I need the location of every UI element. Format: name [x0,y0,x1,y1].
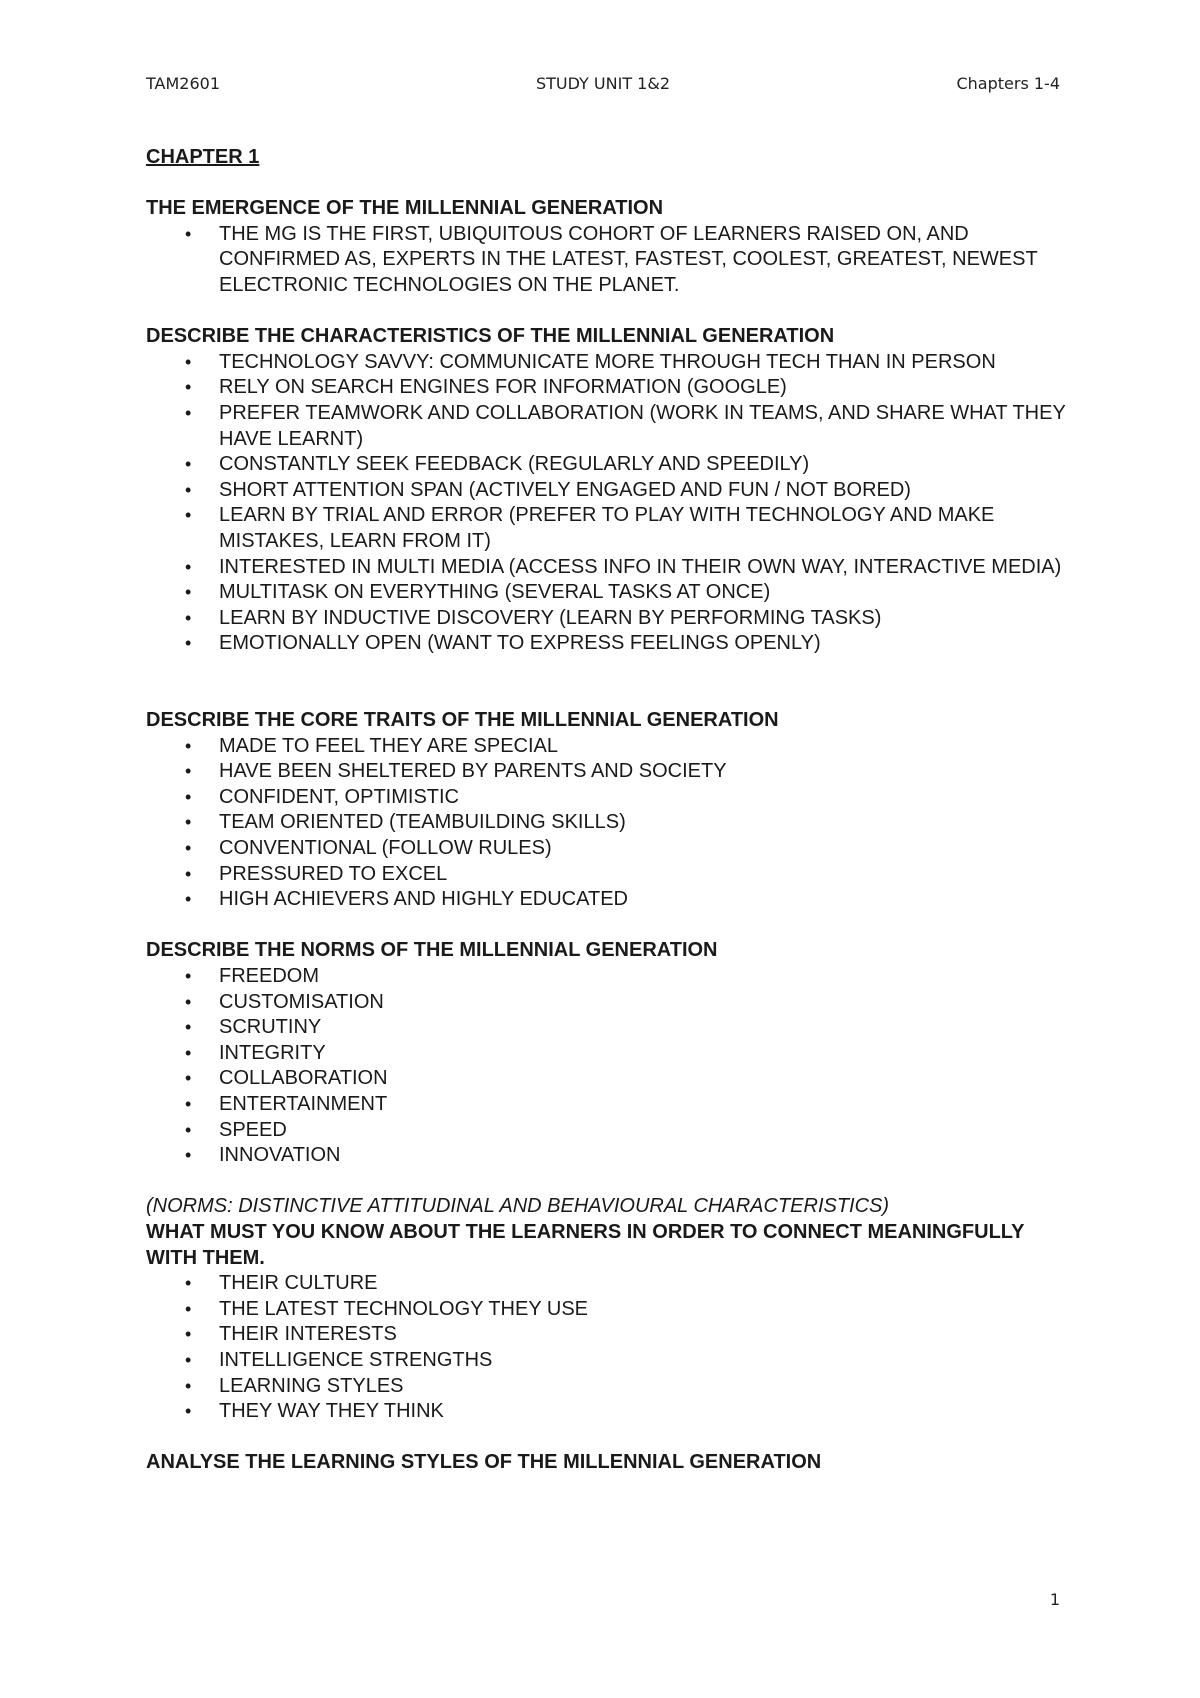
list-item: • COLLABORATION [146,1066,1066,1092]
bullet-icon: • [185,607,192,628]
list-item: • SCRUTINY [146,1015,1066,1041]
header-course-code: TAM2601 [146,74,220,93]
bullet-icon: • [185,377,192,398]
section-norms [146,938,1066,1168]
list-item: • THE MG IS THE FIRST, UBIQUITOUS COHORT OF LEARNERS RAISED ON, AND CONFIRMED AS, EXPERTS IN THE LATEST, FASTEST, COOLEST, GREATEST, NEWEST ELECTRONIC TECHNOLOGIES ON THE PLANET. [185,222,1038,296]
list-item: • HIGH ACHIEVERS AND HIGHLY EDUCATED [146,887,1066,913]
bullet-icon: • [185,505,192,526]
list-item: • EMOTIONALLY OPEN (WANT TO EXPRESS FEELINGS OPENLY) [146,631,1066,657]
bullet-icon: • [185,402,192,423]
list-item: • LEARN BY TRIAL AND ERROR (PREFER TO PLAY WITH TECHNOLOGY AND MAKE MISTAKES, LEARN FROM IT) [185,504,995,552]
list-item: • CONFIDENT, OPTIMISTIC [146,785,1066,811]
list-item: • LEARNING STYLES [146,1374,1066,1400]
section-heading: DESCRIBE THE NORMS OF THE MILLENNIAL GENERATION [146,939,718,962]
chapter-title: CHAPTER 1 [146,146,260,168]
list-item: • PRESSURED TO EXCEL [146,862,1066,888]
list-item: • TEAM ORIENTED (TEAMBUILDING SKILLS) [146,810,1066,836]
list-item: • MULTITASK ON EVERYTHING (SEVERAL TASKS AT ONCE) [146,580,1066,606]
bullet-icon: • [185,889,192,910]
list-item: • THEIR CULTURE [146,1271,1066,1297]
bullet-icon: • [185,863,192,884]
bullet-icon: • [185,812,192,833]
bullet-icon: • [185,1068,192,1089]
bullet-icon: • [185,582,192,603]
list-item: • HAVE BEEN SHELTERED BY PARENTS AND SOCIETY [146,759,1066,785]
list-item: • MADE TO FEEL THEY ARE SPECIAL [146,734,1066,760]
bullet-list [146,734,1066,913]
bullet-icon: • [185,1093,192,1114]
bullet-list [146,350,1066,657]
section-connect-learners [146,1220,1066,1425]
bullet-icon: • [185,633,192,654]
list-item: • CONVENTIONAL (FOLLOW RULES) [146,836,1066,862]
list-item: • ENTERTAINMENT [146,1092,1066,1118]
bullet-icon: • [185,556,192,577]
list-item: • THEIR INTERESTS [146,1322,1066,1348]
list-item: • PREFER TEAMWORK AND COLLABORATION (WORK IN TEAMS, AND SHARE WHAT THEY HAVE LEARNT) [185,401,1066,450]
list-item: • TECHNOLOGY SAVVY: COMMUNICATE MORE THROUGH TECH THAN IN PERSON [146,350,1066,376]
bullet-icon: • [185,1273,192,1294]
list-item: • THE LATEST TECHNOLOGY THEY USE [146,1297,1066,1323]
bullet-icon: • [185,1401,192,1422]
bullet-icon: • [185,761,192,782]
list-item: • CUSTOMISATION [146,990,1066,1016]
list-item: • RELY ON SEARCH ENGINES FOR INFORMATION (GOOGLE) [146,375,1066,401]
bullet-list [146,964,1066,1169]
list-item: • INTELLIGENCE STRENGTHS [146,1348,1066,1374]
list-item: • SHORT ATTENTION SPAN (ACTIVELY ENGAGED AND FUN / NOT BORED) [146,478,1066,504]
bullet-icon: • [185,1375,192,1396]
bullet-icon: • [185,454,192,475]
list-item: • THEY WAY THEY THINK [146,1399,1066,1425]
header-chapters: Chapters 1-4 [956,74,1060,93]
bullet-icon: • [185,1145,192,1166]
page-header [146,74,1060,100]
list-item: • INNOVATION [146,1143,1066,1169]
bullet-icon: • [185,1042,192,1063]
bullet-list [146,1271,1066,1425]
bullet-list [146,222,1066,299]
section-heading: DESCRIBE THE CORE TRAITS OF THE MILLENNIAL GENERATION [146,709,779,732]
list-item: • FREEDOM [146,964,1066,990]
bullet-icon: • [185,1298,192,1319]
section-heading: THE EMERGENCE OF THE MILLENNIAL GENERATION [146,197,664,220]
header-study-unit: STUDY UNIT 1&2 [535,74,671,93]
section-heading: DESCRIBE THE CHARACTERISTICS OF THE MILLENNIAL GENERATION [146,325,835,348]
bullet-icon: • [185,1017,192,1038]
page-number: 1 [1049,1590,1060,1609]
bullet-icon: • [185,1119,192,1140]
bullet-icon: • [185,223,192,244]
final-section-heading: ANALYSE THE LEARNING STYLES OF THE MILLENNIAL GENERATION [146,1451,822,1474]
section-core-traits [146,708,1066,913]
list-item: • LEARN BY INDUCTIVE DISCOVERY (LEARN BY PERFORMING TASKS) [146,606,1066,632]
bullet-icon: • [185,735,192,756]
list-item: • SPEED [146,1118,1066,1144]
norms-note: (NORMS: DISTINCTIVE ATTITUDINAL AND BEHAVIOURAL CHARACTERISTICS) [146,1195,890,1218]
list-item: • CONSTANTLY SEEK FEEDBACK (REGULARLY AND SPEEDILY) [146,452,1066,478]
bullet-icon: • [185,351,192,372]
section-heading: WHAT MUST YOU KNOW ABOUT THE LEARNERS IN ORDER TO CONNECT MEANINGFULLY WITH THEM. [146,1220,1025,1269]
section-characteristics [146,324,1066,657]
bullet-icon: • [185,1349,192,1370]
bullet-icon: • [185,966,192,986]
bullet-icon: • [185,991,192,1012]
bullet-icon: • [185,838,192,859]
list-item: • INTERESTED IN MULTI MEDIA (ACCESS INFO IN THEIR OWN WAY, INTERACTIVE MEDIA) [146,555,1066,581]
bullet-icon: • [185,1324,192,1345]
document-body [146,145,1066,1476]
bullet-icon: • [185,479,192,500]
section-emergence [146,196,1066,298]
bullet-icon: • [185,786,192,807]
list-item: • INTEGRITY [146,1041,1066,1067]
